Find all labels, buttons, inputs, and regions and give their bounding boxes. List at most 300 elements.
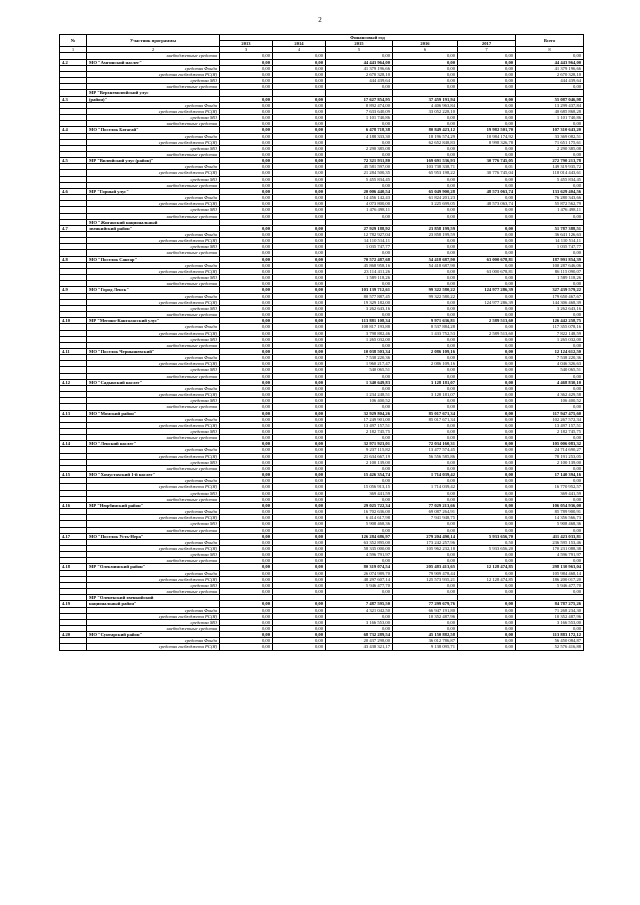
value-total: 0,00 [516, 496, 584, 502]
value-year: 30 776 745,05 [458, 158, 516, 164]
value-year: 0,00 [220, 416, 273, 422]
value-year: 0,00 [273, 176, 326, 182]
value-year: 0,00 [458, 182, 516, 188]
value-year: 0,00 [273, 632, 326, 638]
value-total: 40 685 868,28 [516, 108, 584, 114]
value-total: 71 651 175,61 [516, 139, 584, 145]
value-total: 71 268 234,30 [516, 607, 584, 613]
value-year: 0,00 [458, 342, 516, 348]
value-year: 0,00 [458, 238, 516, 244]
funding-source-label: внебюджетные средства [87, 435, 220, 441]
participant-name: национальный район" [87, 601, 220, 607]
funding-source-label: средства госбюджета РС(Я) [87, 170, 220, 176]
value-total: 444 439,64 [516, 78, 584, 84]
value-year: 0,00 [458, 521, 516, 527]
value-year: 0,00 [220, 342, 273, 348]
value-year: 0,00 [326, 342, 393, 348]
value-total: 0,00 [516, 373, 584, 379]
value-year: 0,00 [273, 533, 326, 539]
value-total: 55 872 562,79 [516, 201, 584, 207]
row-index: 4.6 [60, 188, 87, 194]
value-total: 107 310 643,20 [516, 127, 584, 133]
value-total: 44 443 964,00 [516, 59, 584, 65]
value-year: 0,00 [458, 115, 516, 121]
row-index: 4.4 [60, 127, 87, 133]
value-year: 72 321 931,80 [326, 158, 393, 164]
value-year: 0,00 [458, 250, 516, 256]
value-year: 0,00 [220, 515, 273, 521]
value-year: 77 029 213,66 [393, 502, 458, 508]
value-year: 124 977 286,39 [458, 287, 516, 293]
value-total: 2 182 745,75 [516, 429, 584, 435]
value-year: 540 065,51 [326, 367, 393, 373]
value-year: 0,00 [273, 545, 326, 551]
funding-source-label: средства МО [87, 275, 220, 281]
column-number: 1 [60, 47, 87, 53]
value-total: 0,00 [516, 589, 584, 595]
value-year: 62 652 848,83 [393, 139, 458, 145]
value-total: 540 065,51 [516, 367, 584, 373]
value-year: 0,00 [273, 281, 326, 287]
value-year: 0,00 [273, 133, 326, 139]
value-year: 20 437 298,00 [326, 638, 393, 644]
value-year: 58 335 000,00 [326, 545, 393, 551]
value-year: 0,00 [458, 121, 516, 127]
value-year: 0,00 [220, 355, 273, 361]
row-index: 4.16 [60, 502, 87, 508]
value-year: 0,00 [220, 213, 273, 219]
value-year: 80 577 887,45 [326, 293, 393, 299]
value-year: 0,00 [273, 182, 326, 188]
value-year: 0,00 [273, 385, 326, 391]
value-year: 0,00 [220, 613, 273, 619]
value-year: 0,00 [458, 379, 516, 385]
value-year: 0,00 [273, 478, 326, 484]
row-index: 4.15 [60, 472, 87, 478]
value-year: 7 538 220,36 [326, 355, 393, 361]
value-year: 0,00 [220, 533, 273, 539]
value-year: 0,00 [273, 65, 326, 71]
value-year: 0,00 [393, 435, 458, 441]
value-year: 0,00 [273, 453, 326, 459]
value-year: 0,00 [393, 459, 458, 465]
value-year: 0,00 [458, 416, 516, 422]
value-year: 0,00 [458, 410, 516, 416]
value-year: 0,00 [220, 453, 273, 459]
funding-source-label: средства МО [87, 490, 220, 496]
value-year: 0,00 [458, 324, 516, 330]
funding-source-label: средства госбюджета РС(Я) [87, 644, 220, 650]
value-year: 0,00 [220, 545, 273, 551]
value-year: 0,00 [393, 305, 458, 311]
value-year: 0,00 [273, 268, 326, 274]
funding-source-label: средства МО [87, 367, 220, 373]
value-year: 0,00 [220, 336, 273, 342]
value-year: 5 908 468,36 [326, 521, 393, 527]
value-year: 0,00 [220, 484, 273, 490]
value-year: 0,00 [220, 207, 273, 213]
participant-total-row [60, 59, 584, 65]
value-total: 4 596 791,97 [516, 552, 584, 558]
value-year: 1 476 498,11 [326, 207, 393, 213]
value-year: 0,00 [220, 447, 273, 453]
value-year: 0,00 [458, 96, 516, 102]
funding-source-label: внебюджетные средства [87, 558, 220, 564]
funding-source-row [60, 644, 584, 650]
value-year: 0,00 [458, 459, 516, 465]
participant-name: МО "Жиганский национальный [87, 219, 220, 225]
value-total: 2 100 139,00 [516, 459, 584, 465]
column-number: 7 [458, 47, 516, 53]
value-year: 0,00 [326, 626, 393, 632]
funding-source-label: средства МО [87, 207, 220, 213]
value-total: 0,00 [516, 527, 584, 533]
value-year: 0,00 [273, 84, 326, 90]
value-year: 7 633 640,09 [326, 108, 393, 114]
value-year: 0,00 [220, 429, 273, 435]
participant-name: МО "Поселок Сангар" [87, 256, 220, 262]
funding-source-label: средства МО [87, 305, 220, 311]
value-year: 0,00 [273, 121, 326, 127]
value-year: 7 487 595,50 [326, 601, 393, 607]
funding-source-label: средства МО [87, 429, 220, 435]
value-year: 1 714 039,42 [393, 472, 458, 478]
funding-source-label: средства МО [87, 78, 220, 84]
value-total: 36 641 126,63 [516, 232, 584, 238]
value-year: 0,00 [273, 490, 326, 496]
value-total: 133 629 404,56 [516, 188, 584, 194]
value-year: 0,00 [326, 139, 393, 145]
value-year: 61 824 201,23 [393, 195, 458, 201]
column-number: 6 [393, 47, 458, 53]
value-year: 41 379 196,66 [326, 65, 393, 71]
funding-source-label: средства госбюджета РС(Я) [87, 238, 220, 244]
value-year: 0,00 [220, 96, 273, 102]
value-year: 0,00 [393, 71, 458, 77]
value-year: 103 139 712,61 [326, 287, 393, 293]
value-year: 0,00 [220, 275, 273, 281]
value-year: 0,00 [273, 151, 326, 157]
value-year: 0,00 [393, 589, 458, 595]
value-total: 24 714 690,27 [516, 447, 584, 453]
value-year: 444 439,64 [326, 78, 393, 84]
value-year: 0,00 [393, 84, 458, 90]
value-year: 0,00 [326, 373, 393, 379]
funding-source-label: внебюджетные средства [87, 250, 220, 256]
value-year: 0,00 [220, 558, 273, 564]
value-total: 144 306 468,39 [516, 299, 584, 305]
value-year: 12 128 474,85 [458, 576, 516, 582]
value-year: 9 138 095,71 [393, 644, 458, 650]
value-year: 0,00 [393, 238, 458, 244]
funding-source-label: средства МО [87, 582, 220, 588]
value-year: 77 299 679,76 [393, 601, 458, 607]
value-year: 0,00 [220, 139, 273, 145]
value-year: 0,00 [458, 244, 516, 250]
value-year: 3 262 643,16 [326, 305, 393, 311]
value-year: 0,00 [458, 429, 516, 435]
value-year: 48 297 607,14 [326, 576, 393, 582]
value-year: 0,00 [458, 527, 516, 533]
value-year: 0,00 [273, 570, 326, 576]
row-index: 4.9 [60, 287, 87, 293]
value-year: 0,00 [458, 361, 516, 367]
value-total: 0,00 [516, 465, 584, 471]
value-year: 0,00 [220, 539, 273, 545]
value-year: 0,00 [326, 478, 393, 484]
value-year: 8 537 884,28 [393, 324, 458, 330]
funding-source-label: внебюджетные средства [87, 404, 220, 410]
value-year: 17 627 854,95 [326, 96, 393, 102]
funding-source-label: средства Фонда [87, 102, 220, 108]
value-year: 0,00 [326, 213, 393, 219]
value-total: 117 947 475,60 [516, 410, 584, 416]
participant-name: МО "Поселок Чернышевский" [87, 348, 220, 354]
participant-name: (район)" [87, 96, 220, 102]
value-year: 15 426 354,74 [326, 472, 393, 478]
value-year: 0,00 [220, 478, 273, 484]
value-year: 0,00 [458, 607, 516, 613]
value-year: 0,00 [220, 305, 273, 311]
row-index: 4.18 [60, 564, 87, 570]
value-total: 12 124 612,50 [516, 348, 584, 354]
value-total: 52 576 416,88 [516, 644, 584, 650]
value-total: 102 267 572,34 [516, 416, 584, 422]
value-year: 48 573 063,74 [458, 188, 516, 194]
value-year: 0,00 [326, 151, 393, 157]
value-year: 0,00 [273, 342, 326, 348]
value-year: 0,00 [273, 244, 326, 250]
value-year: 0,00 [393, 65, 458, 71]
value-year: 0,00 [273, 496, 326, 502]
funding-source-label: средства МО [87, 244, 220, 250]
value-year: 0,00 [220, 392, 273, 398]
value-total: 2 670 328,10 [516, 71, 584, 77]
value-year: 0,00 [220, 552, 273, 558]
value-year: 0,00 [458, 65, 516, 71]
value-total: 84 787 275,26 [516, 601, 584, 607]
funding-source-label: средства Фонда [87, 195, 220, 201]
value-total: 0,00 [516, 250, 584, 256]
funding-source-label: средства госбюджета РС(Я) [87, 108, 220, 114]
value-year: 0,00 [220, 188, 273, 194]
value-year: 0,00 [273, 164, 326, 170]
value-year: 0,00 [458, 207, 516, 213]
value-year: 369 441,59 [326, 490, 393, 496]
value-total: 41 379 196,66 [516, 65, 584, 71]
value-year: 0,00 [458, 601, 516, 607]
value-year: 0,00 [393, 268, 458, 274]
value-year: 0,00 [393, 182, 458, 188]
funding-source-label: внебюджетные средства [87, 281, 220, 287]
value-year: 0,00 [393, 115, 458, 121]
value-year: 0,00 [393, 336, 458, 342]
value-year: 0,00 [273, 429, 326, 435]
value-year: 0,00 [273, 373, 326, 379]
value-total: 170 231 088,38 [516, 545, 584, 551]
funding-source-label: средства госбюджета РС(Я) [87, 392, 220, 398]
value-year: 17 249 901,00 [326, 416, 393, 422]
value-year: 72 034 160,31 [393, 441, 458, 447]
value-year: 0,00 [273, 53, 326, 59]
value-year: 0,00 [273, 115, 326, 121]
value-year: 0,00 [326, 527, 393, 533]
value-year: 45 581 597,00 [326, 164, 393, 170]
value-year: 0,00 [326, 250, 393, 256]
value-year: 0,00 [458, 262, 516, 268]
value-year: 7 941 948,75 [393, 515, 458, 521]
participant-name: МО "Город Ленск" [87, 287, 220, 293]
value-year: 0,00 [220, 509, 273, 515]
value-total: 76 280 343,66 [516, 195, 584, 201]
value-year: 0,00 [273, 225, 326, 231]
funding-source-label: средства Фонда [87, 293, 220, 299]
value-year: 0,00 [273, 422, 326, 428]
value-year: 4 073 800,00 [326, 201, 393, 207]
value-year: 0,00 [220, 312, 273, 318]
value-year: 0,00 [220, 164, 273, 170]
value-year: 0,00 [220, 238, 273, 244]
value-year: 0,00 [220, 576, 273, 582]
value-year: 0,00 [326, 121, 393, 127]
value-year: 0,00 [393, 373, 458, 379]
value-year: 1 433 752,53 [393, 330, 458, 336]
value-year: 30 776 745,04 [458, 170, 516, 176]
value-year: 6 414 617,98 [326, 515, 393, 521]
value-year: 0,00 [273, 601, 326, 607]
value-year: 0,00 [393, 59, 458, 65]
funding-source-label: внебюджетные средства [87, 496, 220, 502]
value-year: 0,00 [220, 601, 273, 607]
value-total: 179 650 467,67 [516, 293, 584, 299]
funding-source-label: внебюджетные средства [87, 312, 220, 318]
value-total: 85 789 900,91 [516, 509, 584, 515]
value-year: 0,00 [458, 490, 516, 496]
value-year: 0,00 [220, 472, 273, 478]
value-year: 56 556 585,86 [393, 453, 458, 459]
value-year: 26 074 989,70 [326, 570, 393, 576]
value-year: 0,00 [393, 422, 458, 428]
value-year: 0,00 [458, 422, 516, 428]
value-year: 27 929 188,92 [326, 225, 393, 231]
value-year: 0,00 [273, 256, 326, 262]
value-total: 10 352 487,96 [516, 613, 584, 619]
participant-name: МР "Горный улус" [87, 188, 220, 194]
row-index: 4.19 [60, 601, 87, 607]
participant-name: эвенкийский район" [87, 225, 220, 231]
row-index: 4.3 [60, 96, 87, 102]
value-year: 2 100 139,00 [326, 459, 393, 465]
value-year: 8 998 326,78 [458, 139, 516, 145]
participant-name: МО "Хомустахский 1-й наслег" [87, 472, 220, 478]
value-year: 0,00 [326, 613, 393, 619]
funding-source-label: средства Фонда [87, 133, 220, 139]
value-year: 32 929 804,26 [326, 410, 393, 416]
value-year: 0,00 [220, 201, 273, 207]
value-year: 0,00 [458, 398, 516, 404]
value-year: 0,00 [273, 613, 326, 619]
funding-source-label: средства МО [87, 145, 220, 151]
value-total: 0,00 [516, 342, 584, 348]
value-total: 51 787 388,51 [516, 225, 584, 231]
value-year: 0,00 [273, 238, 326, 244]
value-year: 54 418 687,90 [393, 256, 458, 262]
value-year: 0,00 [273, 361, 326, 367]
value-total: 0,00 [516, 151, 584, 157]
value-year: 2 086 109,16 [393, 348, 458, 354]
value-year: 0,00 [458, 478, 516, 484]
value-year: 0,00 [458, 644, 516, 650]
value-year: 0,00 [220, 281, 273, 287]
value-year: 0,00 [273, 287, 326, 293]
value-year: 0,00 [273, 102, 326, 108]
value-year: 2 589 513,60 [458, 318, 516, 324]
value-total: 1 589 118,26 [516, 275, 584, 281]
value-year: 0,00 [273, 305, 326, 311]
value-year: 43 438 321,17 [326, 644, 393, 650]
value-total: 0,00 [516, 385, 584, 391]
funding-source-label: средства госбюджета РС(Я) [87, 576, 220, 582]
value-year: 33 052 228,10 [393, 108, 458, 114]
value-year: 0,00 [220, 398, 273, 404]
value-year: 0,00 [393, 145, 458, 151]
value-year: 0,00 [393, 527, 458, 533]
value-year: 13 497 157,51 [326, 422, 393, 428]
value-year: 0,00 [273, 262, 326, 268]
value-total: 1 101 740,86 [516, 115, 584, 121]
value-year: 0,00 [273, 195, 326, 201]
value-year: 0,00 [458, 312, 516, 318]
column-number: 4 [273, 47, 326, 53]
value-year: 0,50 [458, 539, 516, 545]
value-year: 0,00 [458, 225, 516, 231]
value-year: 0,00 [220, 299, 273, 305]
value-year: 0,00 [458, 515, 516, 521]
value-year: 0,00 [220, 293, 273, 299]
value-total: 1 265 032,00 [516, 336, 584, 342]
value-year: 0,00 [273, 410, 326, 416]
row-index: 4.10 [60, 318, 87, 324]
value-year: 68 732 289,54 [326, 632, 393, 638]
participant-name: МО "Момский район" [87, 410, 220, 416]
value-year: 0,00 [273, 232, 326, 238]
value-year: 0,00 [458, 502, 516, 508]
value-year: 0,00 [220, 127, 273, 133]
value-year: 0,00 [220, 53, 273, 59]
value-year: 0,00 [273, 582, 326, 588]
participant-name: МР "Верхневилюйский улус [87, 90, 220, 96]
funding-source-label: средства Фонда [87, 638, 220, 644]
value-year: 0,00 [273, 213, 326, 219]
value-year: 0,00 [220, 441, 273, 447]
value-total: 411 423 033,81 [516, 533, 584, 539]
value-year: 0,00 [220, 78, 273, 84]
funding-source-label: средства Фонда [87, 164, 220, 170]
value-year: 0,00 [458, 465, 516, 471]
funding-source-label: средства МО [87, 115, 220, 121]
value-year: 0,00 [326, 281, 393, 287]
value-year: 0,00 [458, 59, 516, 65]
column-number: 8 [516, 47, 584, 53]
value-year: 29 025 722,34 [326, 502, 393, 508]
row-index: 4.2 [60, 59, 87, 65]
value-year: 0,00 [393, 53, 458, 59]
value-year: 0,01 [458, 164, 516, 170]
value-year: 0,00 [273, 619, 326, 625]
funding-source-label: внебюджетные средства [87, 465, 220, 471]
value-year: 0,00 [273, 367, 326, 373]
value-year: 66 947 191,80 [393, 607, 458, 613]
